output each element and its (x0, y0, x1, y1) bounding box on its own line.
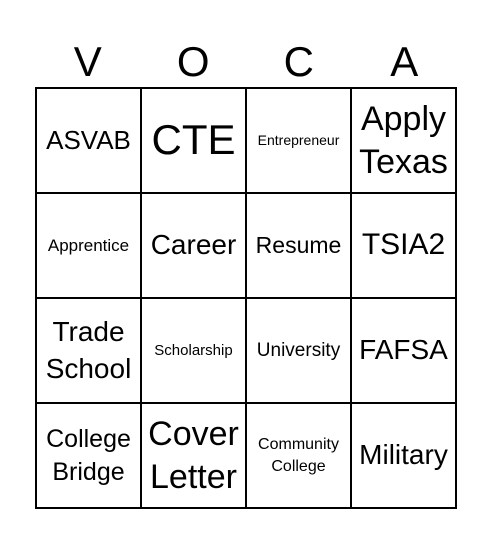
bingo-cell-cover-letter[interactable] (141, 403, 246, 508)
bingo-cell-label: Scholarship (154, 341, 233, 359)
bingo-cell-university[interactable] (246, 298, 351, 403)
bingo-cell-tsia2[interactable] (351, 193, 456, 298)
bingo-cell-apprentice[interactable] (36, 193, 141, 298)
bingo-cell-label: Community College (258, 435, 339, 475)
bingo-header (35, 38, 457, 86)
header-letter-c: C (283, 38, 314, 85)
bingo-cell-label: Cover Letter (148, 415, 239, 496)
bingo-cell-label: TSIA2 (361, 228, 446, 262)
bingo-cell-label: Entrepreneur (257, 132, 340, 149)
header-letter-a: A (390, 38, 419, 85)
bingo-cell-label: Military (359, 439, 448, 471)
bingo-cell-label: ASVAB (46, 124, 131, 155)
header-letter-o: O (176, 38, 210, 85)
bingo-cell-label: Trade School (45, 316, 132, 384)
bingo-cell-military[interactable] (351, 403, 456, 508)
bingo-cell-entrepreneur[interactable] (246, 88, 351, 193)
bingo-cell-resume[interactable] (246, 193, 351, 298)
bingo-cell-college-bridge[interactable] (36, 403, 141, 508)
header-letter-v: V (73, 38, 102, 85)
bingo-cell-community-college[interactable] (246, 403, 351, 508)
bingo-cell-label: College Bridge (46, 425, 131, 486)
bingo-cell-label: Apply Texas (359, 100, 448, 181)
bingo-cell-career[interactable] (141, 193, 246, 298)
bingo-cell-fafsa[interactable] (351, 298, 456, 403)
bingo-cell-label: Career (150, 229, 237, 261)
bingo-cell-cte[interactable] (141, 88, 246, 193)
bingo-board (35, 87, 457, 509)
bingo-cell-scholarship[interactable] (141, 298, 246, 403)
bingo-cell-apply-texas[interactable] (351, 88, 456, 193)
bingo-cell-trade-school[interactable] (36, 298, 141, 403)
bingo-cell-label: Resume (255, 232, 342, 259)
bingo-cell-label: University (256, 339, 341, 361)
bingo-cell-label: Apprentice (47, 235, 130, 255)
bingo-cell-asvab[interactable] (36, 88, 141, 193)
bingo-cell-label: CTE (151, 116, 236, 164)
bingo-cell-label: FAFSA (359, 334, 448, 366)
